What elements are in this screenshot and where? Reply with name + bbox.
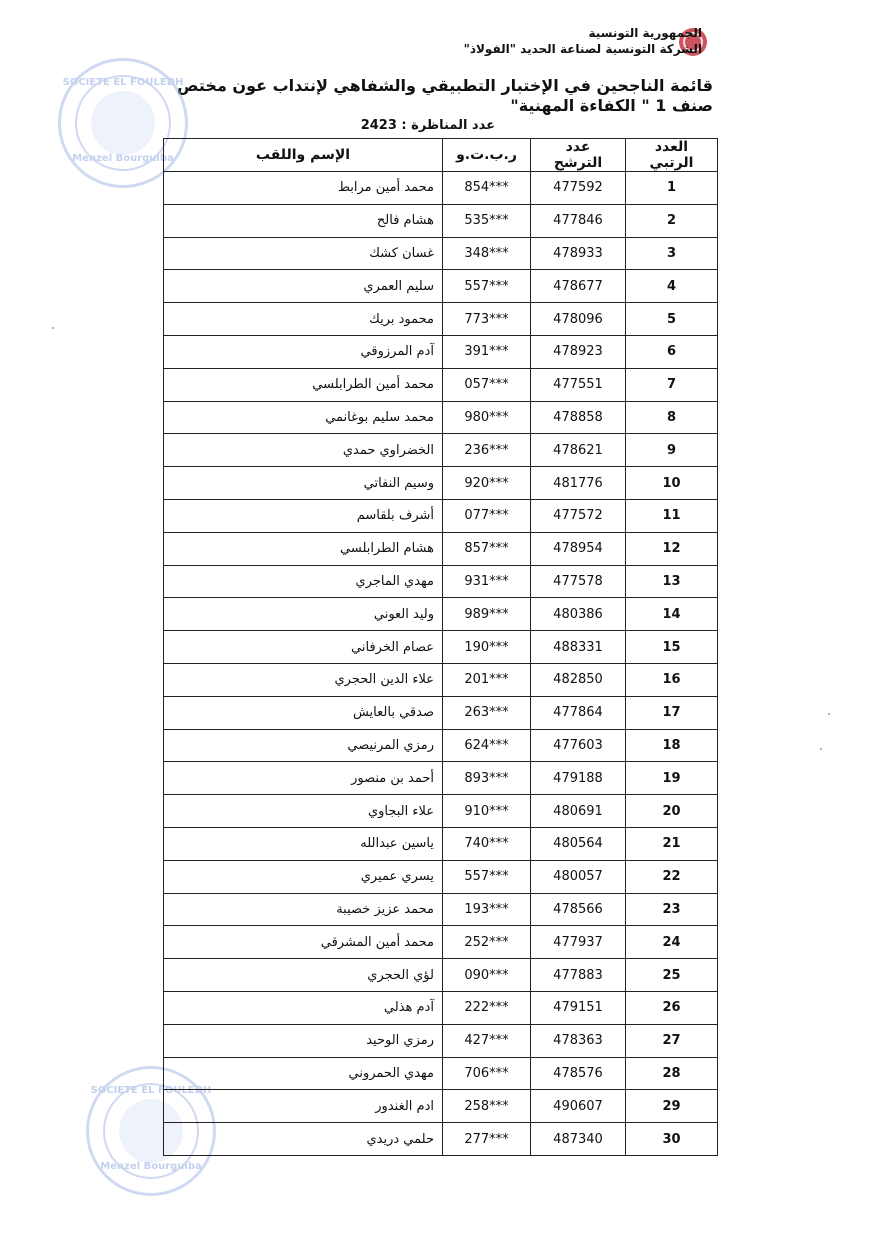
cell-candidate: 478566: [531, 893, 626, 926]
cell-name: ادم الغندور: [164, 1090, 443, 1123]
table-row: [164, 1024, 718, 1057]
cell-name: محمود بريك: [164, 303, 443, 336]
cell-name: محمد أمين المشرقي: [164, 926, 443, 959]
cell-cin: 854***: [443, 172, 531, 205]
table-row: [164, 204, 718, 237]
cell-candidate: 477883: [531, 959, 626, 992]
cell-rank: 25: [626, 959, 718, 992]
cell-rank: 7: [626, 368, 718, 401]
cell-name: رمزي الوحيد: [164, 1024, 443, 1057]
table-row: [164, 926, 718, 959]
cell-name: هشام الطرابلسي: [164, 532, 443, 565]
company-name: الشركة التونسية لصناعة الحديد "الفولاذ": [463, 42, 702, 56]
cell-rank: 22: [626, 860, 718, 893]
table-row: [164, 827, 718, 860]
stamp-text-top: SOCIETE EL FOULEDH: [90, 1085, 212, 1096]
cell-cin: 201***: [443, 663, 531, 696]
cell-name: يسري عميري: [164, 860, 443, 893]
cell-name: مهدي الماجري: [164, 565, 443, 598]
cell-candidate: 478858: [531, 401, 626, 434]
cell-candidate: 478923: [531, 335, 626, 368]
contest-number: عدد المناظرة : 2423: [360, 118, 495, 133]
cell-rank: 19: [626, 762, 718, 795]
cell-rank: 10: [626, 467, 718, 500]
cell-candidate: 480564: [531, 827, 626, 860]
cell-rank: 27: [626, 1024, 718, 1057]
cell-name: هشام فالح: [164, 204, 443, 237]
cell-rank: 12: [626, 532, 718, 565]
cell-cin: 893***: [443, 762, 531, 795]
cell-name: محمد سليم بوغانمي: [164, 401, 443, 434]
cell-candidate: 480057: [531, 860, 626, 893]
scan-speck: [52, 327, 54, 329]
cell-cin: 931***: [443, 565, 531, 598]
table-row: [164, 532, 718, 565]
table-row: [164, 663, 718, 696]
stamp-text-bottom: Menzel Bourguiba: [72, 153, 174, 164]
cell-candidate: 477846: [531, 204, 626, 237]
cell-cin: 057***: [443, 368, 531, 401]
cell-name: غسان كشك: [164, 237, 443, 270]
cell-name: عصام الخرفاني: [164, 631, 443, 664]
cell-name: آدم هذلي: [164, 991, 443, 1024]
cell-rank: 9: [626, 434, 718, 467]
cell-rank: 6: [626, 335, 718, 368]
cell-name: أشرف بلقاسم: [164, 499, 443, 532]
table-row: [164, 270, 718, 303]
cell-candidate: 477603: [531, 729, 626, 762]
cell-name: آدم المرزوقي: [164, 335, 443, 368]
cell-rank: 26: [626, 991, 718, 1024]
stamp-text-top: SOCIETE EL FOULEDH: [62, 77, 184, 88]
cell-rank: 18: [626, 729, 718, 762]
cell-candidate: 478933: [531, 237, 626, 270]
cell-rank: 28: [626, 1057, 718, 1090]
cell-cin: 989***: [443, 598, 531, 631]
cell-cin: 236***: [443, 434, 531, 467]
cell-candidate: 479151: [531, 991, 626, 1024]
table-row: [164, 991, 718, 1024]
table-row: [164, 696, 718, 729]
cell-candidate: 487340: [531, 1123, 626, 1156]
cell-name: لؤي الحجري: [164, 959, 443, 992]
table-row: [164, 434, 718, 467]
cell-name: حلمي دريدي: [164, 1123, 443, 1156]
cell-rank: 2: [626, 204, 718, 237]
cell-name: محمد أمين مرابط: [164, 172, 443, 205]
cell-candidate: 479188: [531, 762, 626, 795]
table-row: [164, 631, 718, 664]
cell-rank: 1: [626, 172, 718, 205]
cell-cin: 624***: [443, 729, 531, 762]
cell-candidate: 477592: [531, 172, 626, 205]
cell-candidate: 478363: [531, 1024, 626, 1057]
cell-rank: 5: [626, 303, 718, 336]
cell-cin: 222***: [443, 991, 531, 1024]
republic-name: الجمهورية التونسية: [588, 26, 702, 40]
cell-name: علاء الدين الحجري: [164, 663, 443, 696]
cell-rank: 8: [626, 401, 718, 434]
cell-cin: 910***: [443, 795, 531, 828]
cell-candidate: 478954: [531, 532, 626, 565]
stamp-text-bottom: Menzel Bourguiba: [100, 1161, 202, 1172]
cell-candidate: 477572: [531, 499, 626, 532]
cell-candidate: 477551: [531, 368, 626, 401]
scan-speck: [820, 748, 822, 750]
table-row: [164, 1123, 718, 1156]
table-row: [164, 172, 718, 205]
table-row: [164, 762, 718, 795]
cell-rank: 23: [626, 893, 718, 926]
header-name: الإسم واللقب: [164, 139, 443, 172]
cell-rank: 17: [626, 696, 718, 729]
cell-cin: 980***: [443, 401, 531, 434]
cell-cin: 773***: [443, 303, 531, 336]
cell-candidate: 477937: [531, 926, 626, 959]
table-row: [164, 893, 718, 926]
cell-rank: 21: [626, 827, 718, 860]
cell-cin: 263***: [443, 696, 531, 729]
cell-cin: 427***: [443, 1024, 531, 1057]
table-row: [164, 335, 718, 368]
cell-cin: 193***: [443, 893, 531, 926]
results-table: [163, 138, 718, 1156]
cell-rank: 4: [626, 270, 718, 303]
table-row: [164, 368, 718, 401]
cell-rank: 14: [626, 598, 718, 631]
table-row: [164, 237, 718, 270]
cell-rank: 13: [626, 565, 718, 598]
cell-name: علاء البجاوي: [164, 795, 443, 828]
cell-cin: 535***: [443, 204, 531, 237]
cell-candidate: 481776: [531, 467, 626, 500]
cell-cin: 920***: [443, 467, 531, 500]
cell-candidate: 482850: [531, 663, 626, 696]
cell-name: مهدي الحمروني: [164, 1057, 443, 1090]
cell-cin: 077***: [443, 499, 531, 532]
cell-name: الخضراوي حمدي: [164, 434, 443, 467]
cell-cin: 348***: [443, 237, 531, 270]
table-header-row: [164, 139, 718, 172]
document-header: [402, 25, 702, 57]
cell-candidate: 478621: [531, 434, 626, 467]
cell-cin: 277***: [443, 1123, 531, 1156]
table-row: [164, 499, 718, 532]
table-row: [164, 598, 718, 631]
table-row: [164, 303, 718, 336]
cell-candidate: 480691: [531, 795, 626, 828]
document-title: قائمة الناجحين في الإختبار التطبيقي والشفاهي لإنتداب عون مختص صنف 1 " الكفاءة المهنية": [177, 76, 713, 115]
cell-name: أحمد بن منصور: [164, 762, 443, 795]
header-rank: العدد الرتبي: [626, 139, 718, 172]
cell-rank: 20: [626, 795, 718, 828]
cell-name: محمد أمين الطرابلسي: [164, 368, 443, 401]
table-row: [164, 959, 718, 992]
cell-cin: 557***: [443, 860, 531, 893]
cell-candidate: 480386: [531, 598, 626, 631]
header-cin: ر.ب.ت.و: [443, 139, 531, 172]
table-row: [164, 795, 718, 828]
cell-candidate: 477578: [531, 565, 626, 598]
cell-name: رمزي المرنيصي: [164, 729, 443, 762]
cell-candidate: 478576: [531, 1057, 626, 1090]
cell-rank: 24: [626, 926, 718, 959]
cell-rank: 3: [626, 237, 718, 270]
cell-rank: 15: [626, 631, 718, 664]
cell-name: محمد عزيز خصيبة: [164, 893, 443, 926]
table-row: [164, 565, 718, 598]
cell-cin: 706***: [443, 1057, 531, 1090]
cell-name: سليم العمري: [164, 270, 443, 303]
table-row: [164, 860, 718, 893]
cell-name: صدقي بالعايش: [164, 696, 443, 729]
cell-cin: 258***: [443, 1090, 531, 1123]
table-row: [164, 401, 718, 434]
cell-name: ياسين عبدالله: [164, 827, 443, 860]
cell-candidate: 490607: [531, 1090, 626, 1123]
header-candidate: عدد الترشح: [531, 139, 626, 172]
scan-speck: [828, 713, 830, 715]
cell-cin: 252***: [443, 926, 531, 959]
cell-cin: 857***: [443, 532, 531, 565]
cell-candidate: 488331: [531, 631, 626, 664]
cell-cin: 090***: [443, 959, 531, 992]
cell-candidate: 478096: [531, 303, 626, 336]
cell-name: وليد العوني: [164, 598, 443, 631]
table-row: [164, 467, 718, 500]
table-row: [164, 1090, 718, 1123]
cell-name: وسيم النفاتي: [164, 467, 443, 500]
cell-cin: 391***: [443, 335, 531, 368]
table-row: [164, 729, 718, 762]
cell-rank: 30: [626, 1123, 718, 1156]
table-row: [164, 1057, 718, 1090]
cell-rank: 29: [626, 1090, 718, 1123]
cell-cin: 557***: [443, 270, 531, 303]
table-body: [164, 172, 718, 1156]
cell-rank: 11: [626, 499, 718, 532]
cell-rank: 16: [626, 663, 718, 696]
cell-candidate: 478677: [531, 270, 626, 303]
cell-candidate: 477864: [531, 696, 626, 729]
cell-cin: 190***: [443, 631, 531, 664]
cell-cin: 740***: [443, 827, 531, 860]
